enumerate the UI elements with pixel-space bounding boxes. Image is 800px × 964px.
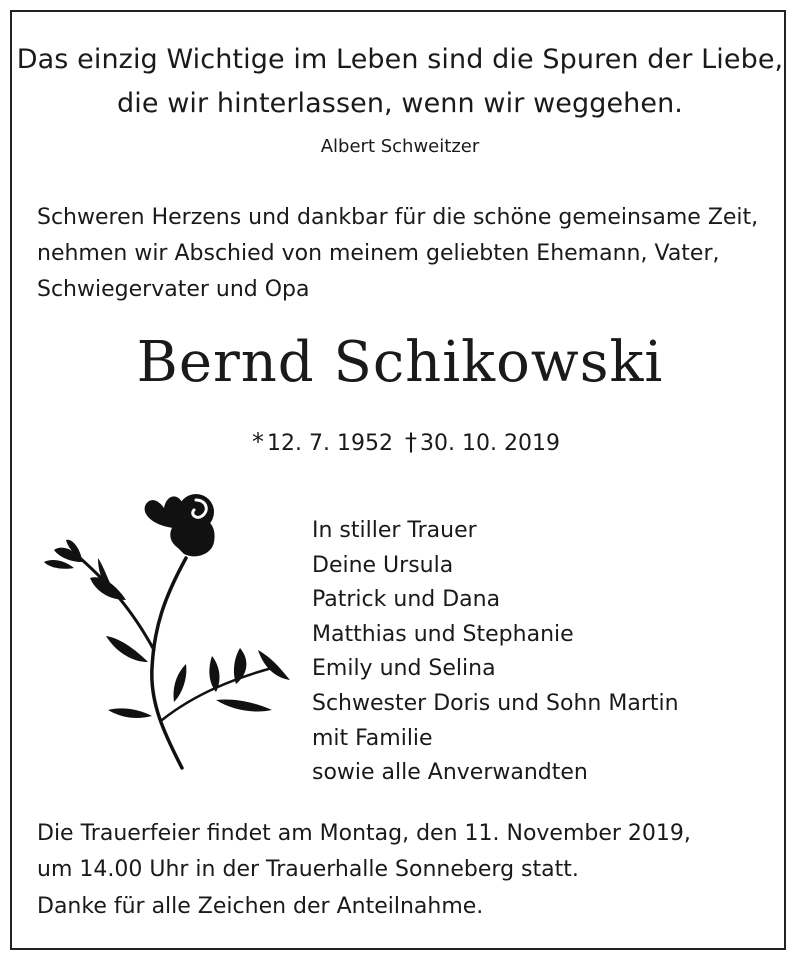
intro-text bbox=[37, 200, 758, 308]
rose-icon bbox=[36, 488, 298, 778]
death-cross-icon: † bbox=[405, 428, 417, 456]
funeral-info bbox=[37, 816, 691, 888]
deceased-name: Bernd Schikowski bbox=[136, 330, 664, 395]
mourner-line: mit Familie bbox=[312, 725, 433, 751]
funeral-line-2: um 14.00 Uhr in der Trauerhalle Sonneberg statt. bbox=[37, 857, 579, 882]
intro-line-1: Schweren Herzens und dankbar für die schöne gemeinsame Zeit, bbox=[37, 205, 759, 230]
birth-date: 12. 7. 1952 bbox=[267, 431, 393, 456]
quote bbox=[0, 38, 800, 126]
death-date-group bbox=[405, 428, 560, 456]
mourner-line: Emily und Selina bbox=[312, 656, 496, 682]
mourners-list bbox=[312, 514, 679, 791]
quote-author: Albert Schweitzer bbox=[320, 136, 480, 157]
funeral-line-1: Die Trauerfeier findet am Montag, den 11. November 2019, bbox=[37, 821, 691, 846]
death-date: 30. 10. 2019 bbox=[420, 431, 560, 456]
mourner-line: Deine Ursula bbox=[312, 552, 454, 578]
birth-date-group bbox=[252, 428, 393, 456]
quote-line-1: Das einzig Wichtige im Leben sind die Spuren der Liebe, bbox=[16, 44, 784, 75]
mourner-line: Schwester Doris und Sohn Martin bbox=[312, 690, 679, 716]
thanks-text: Danke für alle Zeichen der Anteilnahme. bbox=[37, 894, 484, 919]
birth-star-icon: * bbox=[252, 428, 264, 456]
rose-drawing bbox=[44, 494, 290, 768]
intro-line-2: nehmen wir Abschied von meinem geliebten Ehemann, Vater, bbox=[37, 241, 720, 266]
mourner-line: sowie alle Anverwandten bbox=[312, 760, 588, 786]
intro-line-3: Schwiegervater und Opa bbox=[37, 277, 310, 302]
mourner-line: In stiller Trauer bbox=[312, 518, 477, 543]
mourner-line: Patrick und Dana bbox=[312, 587, 501, 613]
mourner-line: Matthias und Stephanie bbox=[312, 621, 574, 647]
quote-line-2: die wir hinterlassen, wenn wir weggehen. bbox=[117, 88, 683, 119]
